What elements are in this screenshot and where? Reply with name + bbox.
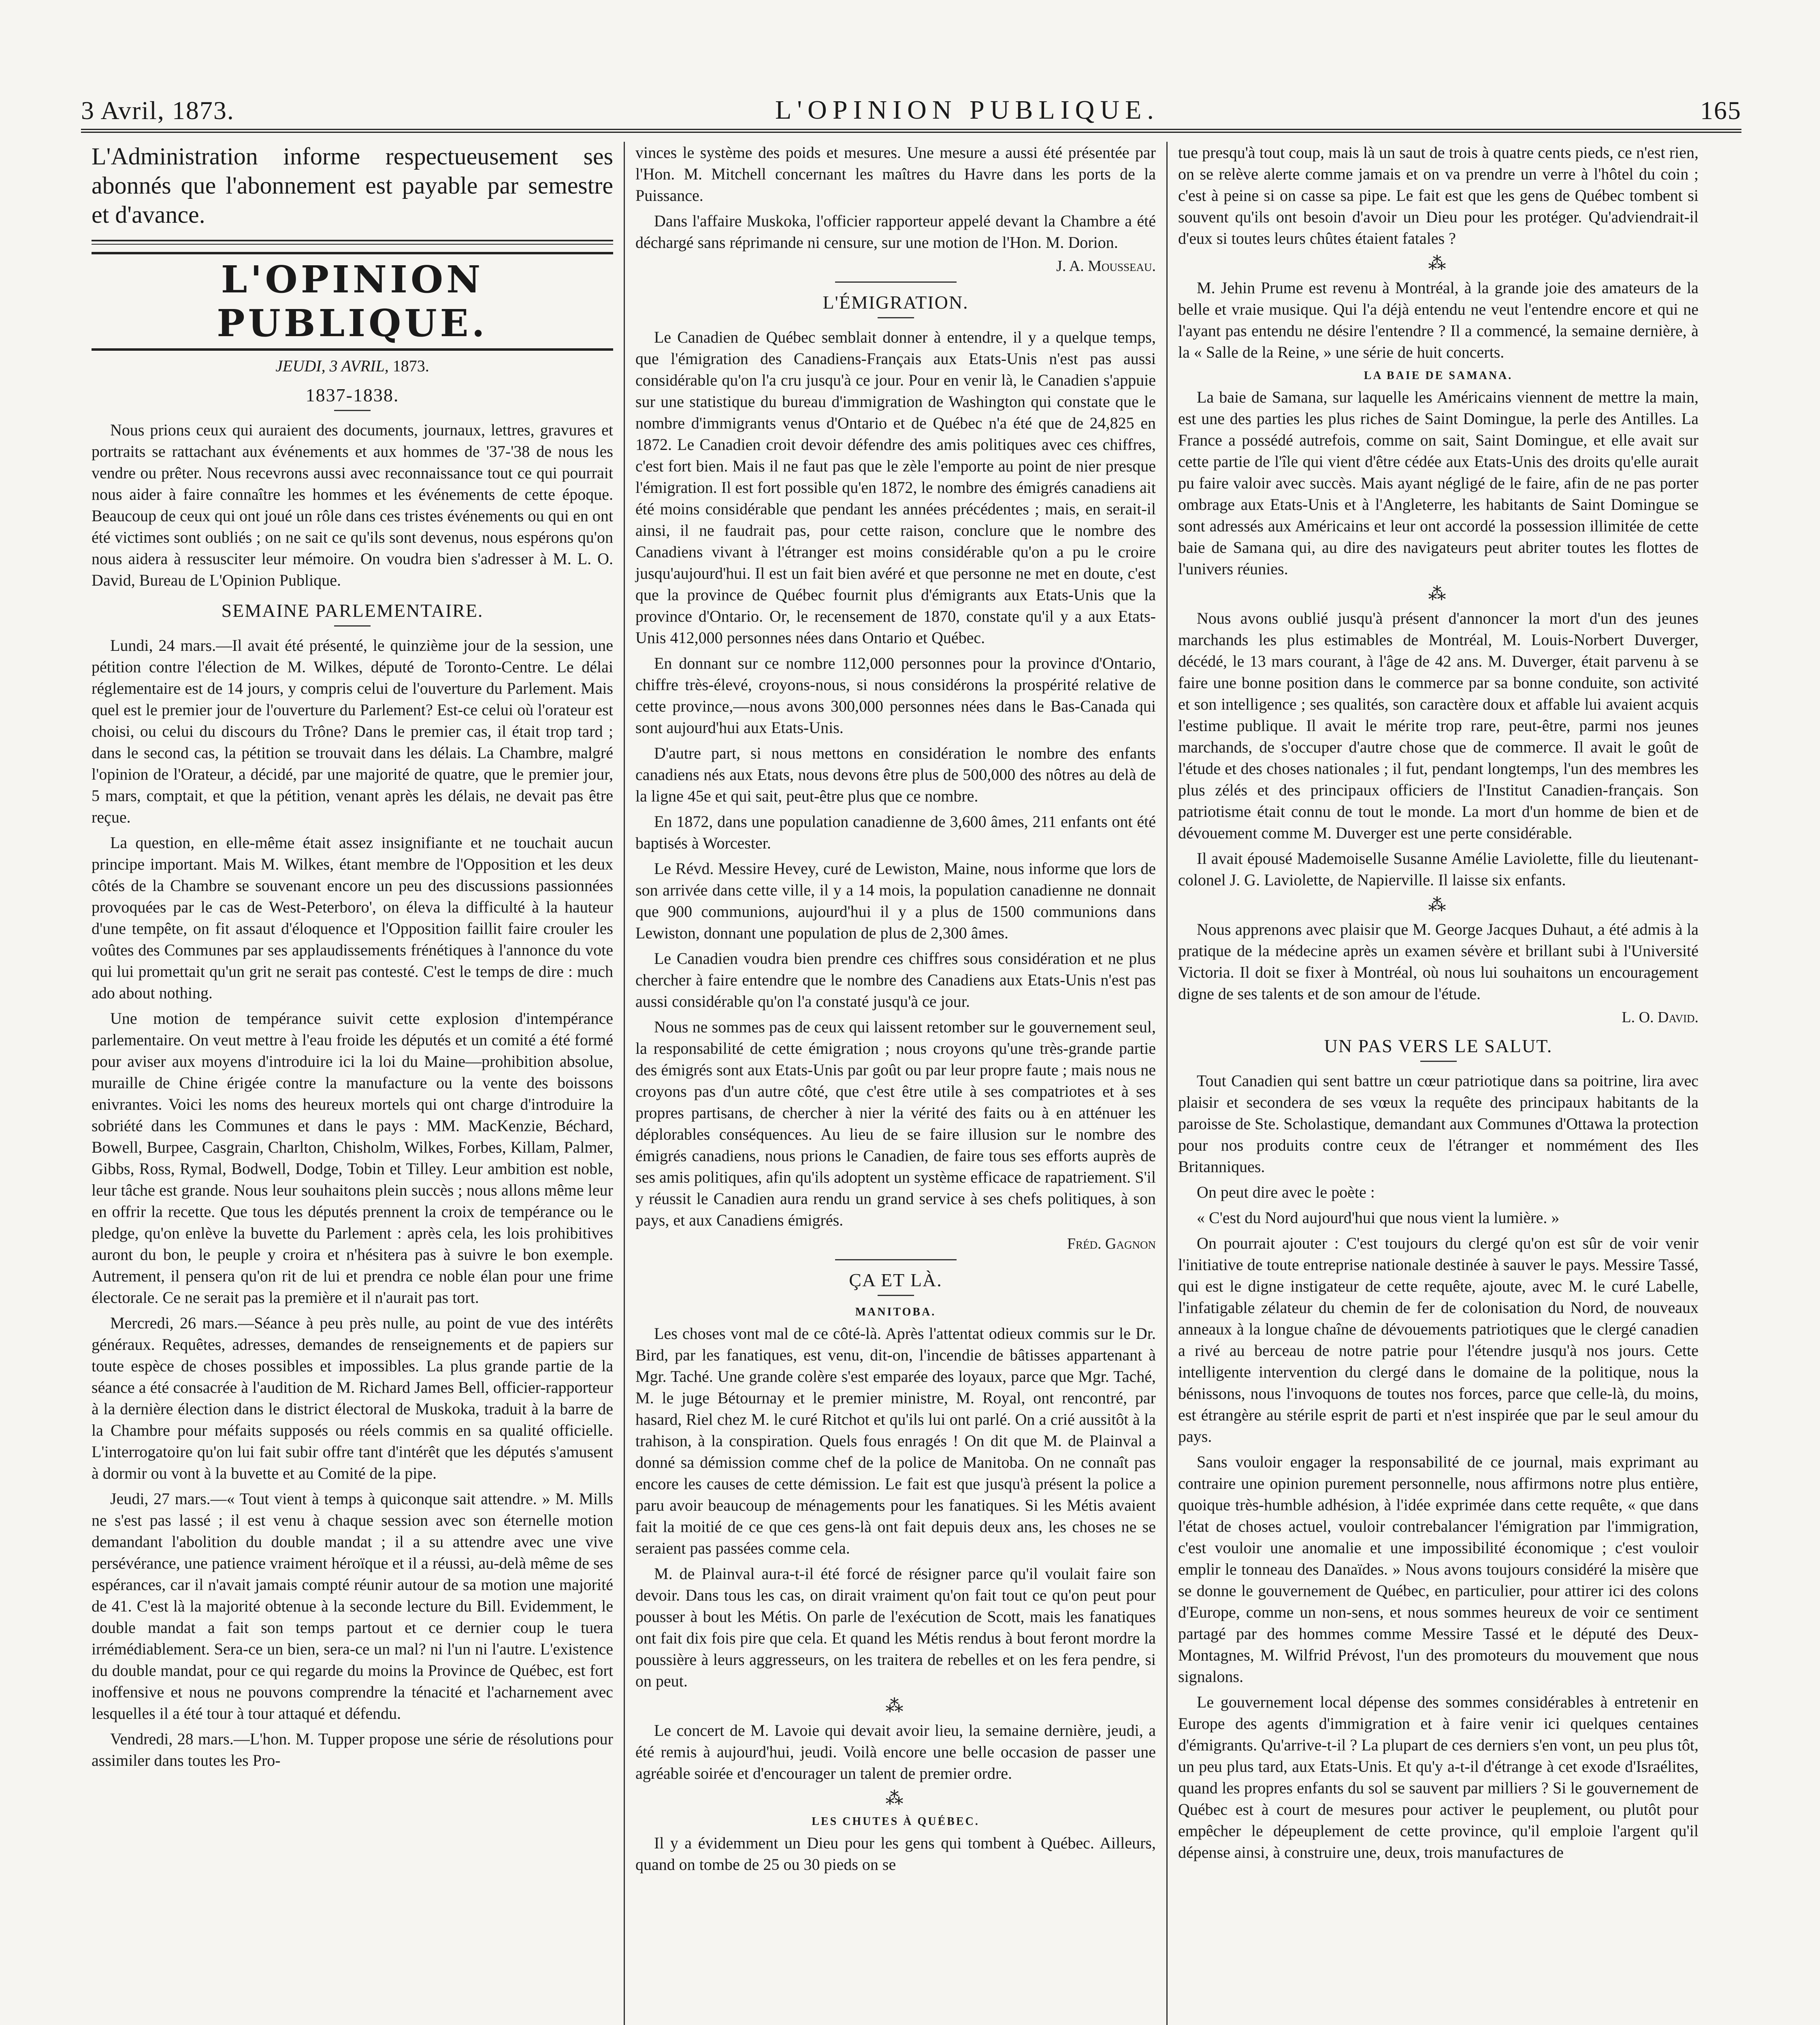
paragraph: Nous avons oublié jusqu'à présent d'annoncer la mort d'un des jeunes marchands les plus estimables de Montréal, M. Louis-Norbert Duverger, décédé, le 13 mars courant, à l'âge de 42 ans. M. Duverger, était parvenu à se faire une bonne position dans le commerce par sa bonne conduite, son activité et son intelligence ; ses qualités, son caractère doux et affable lui avaient acquis l'estime publique. Il avait le mérite trop rare, peut-être, parmi nos jeunes marchands, de s'occuper d'autre chose que de commerce. Il avait le goût de l'étude et des choses nationales ; il fut, pendant longtemps, l'un des membres les plus zélés et des principaux officiers de l'Institut Canadien-français. Son patriotisme était connu de tout le monde. La mort d'un homme de bien et de dévouement comme M. Duverger est une perte considérable. <box>1178 609 1699 842</box>
signature-mousseau: J. A. Mousseau. <box>1056 258 1156 275</box>
divider <box>835 1259 957 1260</box>
paragraph: « C'est du Nord aujourd'hui que nous vient la lumière. » <box>1197 1209 1560 1227</box>
subheading-manitoba: MANITOBA. <box>855 1306 936 1318</box>
paragraph: Le Canadien voudra bien prendre ces chiffres sous considération et ne plus chercher à faire entendre que le nombre des Canadiens aux Etats-Unis n'est pas aussi considérable qu'on l'a constaté jusqu'à ce jour. <box>635 949 1156 1010</box>
paragraph: D'autre part, si nous mettons en considération le nombre des enfants canadiens nés aux Etats, nous devons être plus de 500,000 des nôtres au delà de la ligne 45e et qui sait, peut-être plus que ce nombre. <box>635 744 1156 805</box>
masthead-day: JEUDI, 3 AVRIL, <box>275 357 389 375</box>
asterism: ⁂ <box>1428 254 1449 273</box>
paragraph: Lundi, 24 mars.—Il avait été présenté, le quinzième jour de la session, une pétition contre l'élection de M. Wilkes, député de Toronto-Centre. Le délai réglementaire est de 14 jours, y compris celui de l'ouverture du Parlement. Mais quel est le premier jour de l'ouverture du Parlement? Est-ce celui où l'orateur est choisi, ou celui du discours du Trône? Dans le premier cas, il était trop tard ; dans le second cas, la pétition se trouvait dans les délais. La Chambre, malgré l'opinion de l'Orateur, a décidé, par une majorité de quatre, que le premier jour, 5 mars, comptait, et que la pétition, venant après les délais, ne devait pas être reçue. <box>92 636 613 826</box>
paragraph: La baie de Samana, sur laquelle les Américains viennent de mettre la main, est une des parties les plus riches de Saint Domingue, la perle des Antilles. La France a possédé autrefois, comme on sait, Saint Domingue, et elle avait sur cette partie de l'île qui vient d'être cédée aux Etats-Unis des droits qu'elle aurait pu faire valoir avec succès. Mais ayant négligé de le faire, afin de ne pas porter ombrage aux Etats-Unis et à l'Angleterre, les habitants de Saint Domingue se sont adressés aux Américains et leur ont accordé la possession illimitée de cette baie de Samana qui, au dire des navigateurs peut abriter toutes les flottes de l'univers réunies. <box>1178 388 1699 578</box>
paragraph: En donnant sur ce nombre 112,000 personnes pour la province d'Ontario, chiffre très-élevé, croyons-nous, si nous considérons la prospérité relative de cette province,—nous avons 300,000 personnes nées dans le Bas-Canada qui sont aujourd'hui aux Etats-Unis. <box>635 654 1156 737</box>
section-title-salut: UN PAS VERS LE SALUT. <box>1178 1035 1699 1065</box>
section-title-semaine: SEMAINE PARLEMENTAIRE. <box>92 600 613 630</box>
paragraph: tue presqu'à tout coup, mais là un saut de trois à quatre cents pieds, ce n'est rien, on se relève alerte comme jamais et on va prendre un verre à l'hôtel du coin ; c'est à peine si on casse sa pipe. Le fait est que les gens de Québec tombent si souvent qu'ils ont besoin d'avoir un Dieu pour les protéger. Qu'adviendrait-il d'eux si toutes leurs chûtes étaient fatales ? <box>1178 143 1699 247</box>
column-3 <box>1166 142 1709 2025</box>
paragraph: Vendredi, 28 mars.—L'hon. M. Tupper propose une série de résolutions pour assimiler dans toutes les Pro- <box>92 1730 613 1769</box>
signature-gagnon: Fréd. Gagnon <box>1067 1235 1156 1252</box>
newspaper-page <box>81 81 1741 2025</box>
columns <box>81 142 1741 2025</box>
column-2 <box>624 142 1166 2025</box>
paragraph: On peut dire avec le poète : <box>1197 1183 1375 1201</box>
paragraph: Tout Canadien qui sent battre un cœur patriotique dans sa poitrine, lira avec plaisir et secondera de ses vœux la requête des principaux habitants de la paroisse de Ste. Scholastique, demandant aux Communes d'Ottawa la protection pour nos produits contre ceux de l'étranger et nommément des Iles Britanniques. <box>1178 1072 1699 1176</box>
paragraph: Nous ne sommes pas de ceux qui laissent retomber sur le gouvernement seul, la responsabilité de cette émigration ; nous croyons qu'une très-grande partie des émigrés sont aux Etats-Unis par goût ou par leur propre faute ; mais nous ne croyons pas d'un autre côté, que c'est être utile à ses compatriotes et à ses propres partisans, de chercher à nier la vérité des faits ou à en atténuer les déplorables conséquences. Au lieu de se faire illusion sur le nombre des émigrés canadiens, nous prions le Canadien, de faire tous ses efforts auprès de ses amis politiques, afin qu'ils adoptent un système efficace de rapatriement. S'il y réussit le Canadien aura rendu un grand service à ses chefs politiques, à son pays, et aux Canadiens émigrés. <box>635 1018 1156 1229</box>
paragraph: En 1872, dans une population canadienne de 3,600 âmes, 211 enfants ont été baptisés à Worcester. <box>635 812 1156 852</box>
asterism: ⁂ <box>885 1788 906 1808</box>
masthead-rule <box>92 240 613 245</box>
header-title: L'OPINION PUBLIQUE. <box>775 95 1159 125</box>
subheading-samana: LA BAIE DE SAMANA. <box>1364 369 1513 382</box>
signature-david: L. O. David. <box>1622 1009 1699 1026</box>
masthead: L'OPINION PUBLIQUE. <box>92 252 613 351</box>
page-header <box>81 81 1741 126</box>
paragraph: Le Canadien de Québec semblait donner à entendre, il y a quelque temps, que l'émigration des Canadiens-Français aux Etats-Unis n'est pas aussi considérable qu'on l'a cru jusqu'à ce jour. Pour en venir là, le Canadien s'appuie sur une statistique du bureau d'immigration de Washington qui constate que le nombre d'immigrants venus d'Ontario et de Québec n'a été que de 24,825 en 1872. Le Canadien croit devoir défendre des amis politiques avec ces chiffres, c'est fort bien. Mais il ne faut pas que le zèle l'emporte au point de nier presque l'émigration. Il est fort possible qu'en 1872, le nombre des émigrés canadiens ait été moins considérable que pendant les années précédentes ; mais, en serait-il ainsi, il ne faudrait pas, pour cette raison, conclure que le nombre des Canadiens vivant à l'étranger est moins considérable qu'on a pu le croire jusqu'aujourd'hui. Il est un fait bien avéré et que personne ne met en doute, c'est que la province de Québec fournit plus d'émigrants aux Etats-Unis que la province d'Ontario. Or, le recensement de 1870, constate qu'il y a aux Etats-Unis 412,000 personnes nées dans Ontario et Québec. <box>635 328 1156 647</box>
masthead-year: 1873. <box>392 357 429 375</box>
paragraph: M. de Plainval aura-t-il été forcé de résigner parce qu'il voulait faire son devoir. Dans tous les cas, on dirait vraiment qu'on fait tout ce qu'on peut pour pousser à bout les Métis. On parle de l'exécution de Scott, mais les fanatiques ont fait dix fois pire que cela. Et quand les Métis rendus à bout feront mordre la poussière à leurs aggresseurs, on les traitera de rebelles et on les fera pendre, si on peut. <box>635 1565 1156 1690</box>
section-title-ca-et-la: ÇA ET LÀ. <box>635 1269 1156 1299</box>
masthead-date <box>92 356 613 375</box>
paragraph: Mercredi, 26 mars.—Séance à peu près nulle, au point de vue des intérêts généraux. Requêtes, adresses, demandes de renseignements et de papiers sur toute espèce de choses possibles et impossibles. La plus grande partie de la séance a été consacrée à l'audition de M. Richard James Bell, officier-rapporteur à la dernière élection dans le district électoral de Muskoka, traduit à la barre de la Chambre pour méfaits supposés ou réels commis en sa qualité officielle. L'interrogatoire qu'on lui fait subir offre tant d'intérêt que les députés s'amusent à dormir ou vont à la buvette et au Comité de la pipe. <box>92 1314 613 1482</box>
asterism: ⁂ <box>1428 584 1449 604</box>
paragraph: Une motion de tempérance suivit cette explosion d'intempérance parlementaire. On veut mettre à l'eau froide les députés et un comité a été formé pour aviser aux moyens d'introduire ici la loi du Maine—prohibition absolue, muraille de Chine érigée contre la manufacture ou la vente des boissons enivrantes. Voici les noms des heureux mortels qui ont charge d'introduire la sobriété dans les Communes et dans le pays : MM. MacKenzie, Béchard, Bowell, Burpee, Casgrain, Charlton, Chisholm, Wilkes, Forbes, Killam, Palmer, Gibbs, Ross, Rymal, Bodwell, Dodge, Tobin et Tilley. Leur ambition est noble, leur tâche est grande. Nous leur souhaitons plein succès ; nous allons même leur en offrir la recette. Que tous les députés prennent la croix de tempérance ou le pledge, qu'on enlève la buvette du Parlement : après cela, les lois prohibitives auront du bon, le peuple y croira et n'hésitera pas à suivre le bon exemple. Autrement, il pensera qu'on rit de lui et prendra ce noble élan pour une frime électorale. Ce ne serait pas la première et il n'aurait pas tort. <box>92 1009 613 1307</box>
header-page-number: 165 <box>1700 96 1741 125</box>
paragraph: La question, en elle-même était assez insignifiante et ne touchait aucun principe important. Mais M. Wilkes, étant membre de l'Opposition et les deux côtés de la Chambre se souvenant encore un peu des discussions passionnées provoquées par le cas de West-Peterboro', on éleva la difficulté à la hauteur d'une tempête, on fit assaut d'éloquence et l'Opposition faillit faire crouler les voûtes des Communes par ses applaudissements frénétiques à l'annonce du vote qui lui promettait qu'un grit ne serait pas contesté. C'est le temps de dire : much ado about nothing. <box>92 833 613 1002</box>
asterism: ⁂ <box>1428 895 1449 915</box>
paragraph: M. Jehin Prume est revenu à Montréal, à la grande joie des amateurs de la belle et vraie musique. Qui l'a déjà entendu ne veut l'entendre encore et qui ne l'ayant pas entendu ne désire l'entendre ? Il a commencé, la semaine dernière, à la « Salle de la Reine, » une série de huit concerts. <box>1178 279 1699 361</box>
column-1 <box>81 142 624 2025</box>
header-date: 3 Avril, 1873. <box>81 96 234 125</box>
header-rule <box>81 129 1741 133</box>
administration-notice: L'Administration informe respectueusement ses abonnés que l'abonnement est payable par semestre et d'avance. <box>92 143 613 228</box>
paragraph: Il avait épousé Mademoiselle Susanne Amélie Laviolette, fille du lieutenant-colonel J. G. Laviolette, de Napierville. Il laisse six enfants. <box>1178 849 1699 889</box>
section-title-1837: 1837-1838. <box>92 384 613 414</box>
paragraph: Dans l'affaire Muskoka, l'officier rapporteur appelé devant la Chambre a été déchargé sans réprimande ni censure, sur une motion de l'Hon. M. Dorion. <box>635 212 1156 252</box>
paragraph: Le Révd. Messire Hevey, curé de Lewiston, Maine, nous informe que lors de son arrivée dans cette ville, il y a 14 mois, la population canadienne ne donnait que 900 communions, aujourd'hui il y a plus de 1500 communions dans Lewiston, donnant une population de plus de 2,300 âmes. <box>635 859 1156 942</box>
paragraph: Sans vouloir engager la responsabilité de ce journal, mais exprimant au contraire une opinion purement personnelle, nous affirmons notre plus entière, quoique très-humble adhésion, à l'idée exprimée dans cette requête, « que dans l'état de choses actuel, vouloir contrebalancer l'émigration par l'immigration, c'est vouloir une anomalie et une impossibilité économique ; c'est vouloir emplir le tonneau des Danaïdes. » Nous avons toujours considéré la misère que se donne le gouvernement de Québec, en particulier, pour attirer ici des colons d'Europe, comme un non-sens, et nous sommes heureux de voir ce sentiment partagé par des hommes comme Messire Tassé et le député des Deux-Montagnes, M. Wilfrid Prévost, l'un des promoteurs du mouvement que nous signalons. <box>1178 1453 1699 1686</box>
paragraph: vinces le système des poids et mesures. Une mesure a aussi été présentée par l'Hon. M. Mitchell concernant les maîtres du Havre dans les ports de la Puissance. <box>635 143 1156 205</box>
paragraph: Les choses vont mal de ce côté-là. Après l'attentat odieux commis sur le Dr. Bird, par les fanatiques, est venu, dit-on, l'incendie de bâtisses appartenant à Mgr. Taché. Une grande colère s'est emparée des loyaux, parce que Mgr. Taché, M. le juge Bétournay et le premier ministre, M. Royal, ont rencontré, par hasard, Riel chez M. le curé Ritchot et qu'ils lui ont parlé. On a crié aussitôt à la trahison, à la conspiration. Quels fous enragés ! On dit que M. de Plainval a donné sa démission comme chef de la police de Manitoba. On ne connaît pas encore les causes de cette démission. Le fait est que jusqu'à présent la police a paru avoir beaucoup de ménagements pour les fanatiques. Si les Métis avaient fait la moitié de ce que ces gens-là ont fait depuis deux ans, les choses ne se seraient pas passées comme cela. <box>635 1324 1156 1557</box>
subheading-chutes: LES CHUTES À QUÉBEC. <box>812 1815 980 1828</box>
paragraph: Jeudi, 27 mars.—« Tout vient à temps à quiconque sait attendre. » M. Mills ne s'est pas lassé ; il est venu à chaque session avec son éternelle motion demandant l'abolition du double mandat ; il a su attendre avec une vive persévérance, une patience vraiment héroïque et il a réussi, au-delà même de ses espérances, car il n'avait jamais compté réunir autour de sa motion une majorité de 41. C'est là la majorité obtenue à la seconde lecture du Bill. Evidemment, le double mandat a fait son temps partout et ce dernier coup le tuera irrémédiablement. Sera-ce un bien, sera-ce un mal? ni l'un ni l'autre. L'existence du double mandat, pour ce qui regarde du moins la Province de Québec, est fort inoffensive et nous ne pouvons comprendre la ténacité et l'acharnement avec lesquelles il a été tour à tour attaqué et défendu. <box>92 1490 613 1722</box>
divider <box>835 281 957 283</box>
paragraph: On pourrait ajouter : C'est toujours du clergé qu'on est sûr de voir venir l'initiative de toute entreprise nationale destinée à sauver le pays. Messire Tassé, qui est le digne instigateur de cette requête, ajoute, avec M. le curé Labelle, l'infatigable zélateur du chemin de fer de colonisation du Nord, de nouveaux anneaux à la longue chaîne de dévouements patriotiques que le clergé canadien a rivé au berceau de notre patrie pour l'étendre jusqu'à nos jours. Cette intelligente intervention du clergé dans le domaine de la politique, nous la bénissons, nous l'invoquons de toutes nos forces, parce que celle-là, du moins, est étrangère au stérile esprit de parti et n'est inspirée que par le seul amour du pays. <box>1178 1234 1699 1445</box>
section-title-emigration: L'ÉMIGRATION. <box>635 292 1156 322</box>
paragraph: Le concert de M. Lavoie qui devait avoir lieu, la semaine dernière, jeudi, a été remis à aujourd'hui, jeudi. Voilà encore une belle occasion de passer une agréable soirée et d'encourager un talent de premier ordre. <box>635 1721 1156 1782</box>
paragraph: Nous prions ceux qui auraient des documents, journaux, lettres, gravures et portraits se rattachant aux événements et aux hommes de '37-'38 de nous les vendre ou prêter. Nous recevrons aussi avec reconnaissance tout ce qui pourrait nous aider à faire connaître les hommes et les événements de cette époque. Beaucoup de ceux qui ont joué un rôle dans ces tristes événements ou qui en ont été victimes sont oubliés ; on ne sait ce qu'ils sont devenus, nous espérons qu'on nous aidera à ressusciter leur mémoire. On voudra bien s'adresser à M. L. O. David, Bureau de L'Opinion Publique. <box>92 421 613 589</box>
paragraph: Il y a évidemment un Dieu pour les gens qui tombent à Québec. Ailleurs, quand on tombe de 25 ou 30 pieds on se <box>635 1834 1156 1874</box>
paragraph: Nous apprenons avec plaisir que M. George Jacques Duhaut, a été admis à la pratique de la médecine après un examen sévère et brillant subi à l'Université Victoria. Il doit se fixer à Montréal, où nous lui souhaitons un encouragement digne de ses talents et de son amour de l'étude. <box>1178 920 1699 1003</box>
asterism: ⁂ <box>885 1696 906 1716</box>
paragraph: Le gouvernement local dépense des sommes considérables à entretenir en Europe des agents d'immigration et à faire venir ici quelques centaines d'émigrants. Qu'arrive-t-il ? La plupart de ces derniers s'en vont, un peu plus tôt, un peu plus tard, aux Etats-Unis. Et qu'y a-t-il d'étrange à cet exode d'Israélites, quand les propres enfants du sol se sauvent par milliers ? Si le gouvernement de Québec est à court de mesures pour activer le peuplement, ou plutôt pour empêcher le dépeuplement de cette province, qu'il emploie l'argent qu'il dépense ainsi, à construire une, deux, trois manufactures de <box>1178 1693 1699 1861</box>
